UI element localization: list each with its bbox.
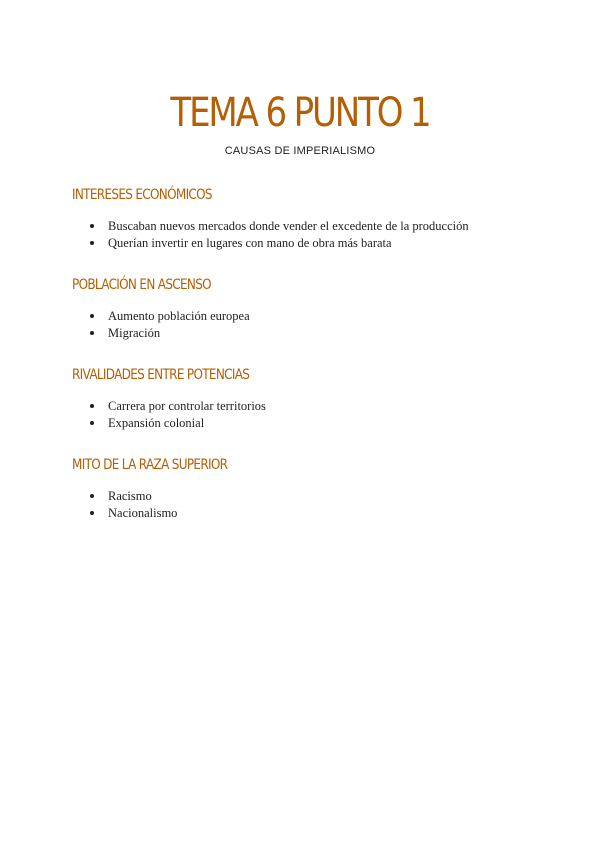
list-item bbox=[72, 235, 532, 252]
section-heading: INTERESES ECONÓMICOS bbox=[72, 187, 212, 203]
sections-container bbox=[72, 185, 532, 521]
list-item bbox=[72, 488, 532, 505]
bullet-icon bbox=[90, 314, 94, 318]
list-item bbox=[72, 218, 532, 235]
bullet-icon bbox=[90, 511, 94, 515]
section-heading: MITO DE LA RAZA SUPERIOR bbox=[72, 457, 228, 473]
list-item-text: Buscaban nuevos mercados donde vender el excedente de la producción bbox=[108, 219, 469, 233]
list-item-text: Carrera por controlar territorios bbox=[108, 399, 266, 413]
list-item bbox=[72, 415, 532, 432]
section-rivalidades-entre-potencias bbox=[72, 365, 532, 431]
section-heading: RIVALIDADES ENTRE POTENCIAS bbox=[72, 367, 250, 383]
section-mito-de-la-raza-superior bbox=[72, 455, 532, 521]
list-item-text: Racismo bbox=[108, 489, 152, 503]
section-poblacion-en-ascenso bbox=[72, 275, 532, 341]
page-title: TEMA 6 PUNTO 1 bbox=[170, 90, 430, 136]
list-item bbox=[72, 505, 532, 522]
bullet-list bbox=[72, 488, 532, 521]
bullet-icon bbox=[90, 404, 94, 408]
list-item bbox=[72, 398, 532, 415]
bullet-list bbox=[72, 398, 532, 431]
bullet-icon bbox=[90, 224, 94, 228]
bullet-icon bbox=[90, 331, 94, 335]
list-item-text: Migración bbox=[108, 325, 161, 340]
bullet-icon bbox=[90, 421, 94, 425]
list-item-text: Aumento población europea bbox=[108, 309, 250, 323]
list-item bbox=[72, 325, 532, 342]
bullet-list bbox=[72, 308, 532, 341]
list-item-text: Querían invertir en lugares con mano de obra más barata bbox=[108, 235, 392, 250]
bullet-icon bbox=[90, 241, 94, 245]
section-intereses-economicos bbox=[72, 185, 532, 251]
section-heading: POBLACIÓN EN ASCENSO bbox=[72, 277, 211, 293]
page-subtitle: CAUSAS DE IMPERIALISMO bbox=[224, 145, 376, 157]
list-item bbox=[72, 308, 532, 325]
list-item-text: Expansión colonial bbox=[108, 415, 205, 430]
bullet-list bbox=[72, 218, 532, 251]
bullet-icon bbox=[90, 494, 94, 498]
list-item-text: Nacionalismo bbox=[108, 505, 178, 520]
